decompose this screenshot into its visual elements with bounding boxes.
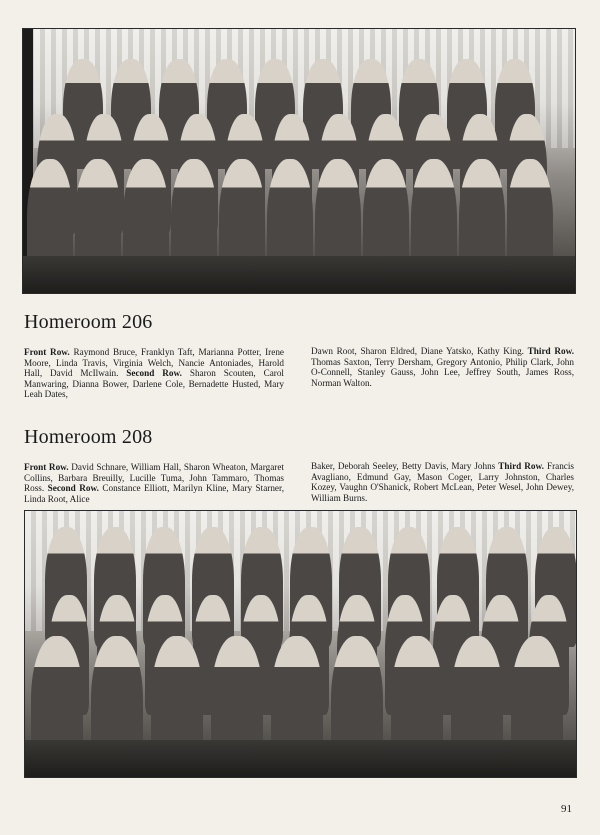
name-list: Dawn Root, Sharon Eldred, Diane Yatsko, Kathy King. bbox=[311, 346, 528, 356]
name-list: Constance Elliott, Marilyn Kline, Mary Starner, Linda Root, Alice bbox=[24, 483, 284, 504]
row-label: Second Row. bbox=[47, 483, 99, 494]
name-list: Thomas Saxton, Terry Dersham, Gregory Antonio, Philip Clark, John O-Connell, Stanley Gauss, John Lee, Jeffrey South, James Ross, Norman Walton. bbox=[311, 356, 574, 388]
floor bbox=[25, 740, 576, 777]
students-group bbox=[23, 29, 575, 293]
page-number: 91 bbox=[561, 803, 572, 815]
name-list: Raymond Bruce, Franklyn Taft, Marianna Potter, Irene Moore, Linda Travis, Virginia Welch, Nancie Antoniades, Harold Hall, David McIlwain. bbox=[24, 347, 284, 379]
section-title-206: Homeroom 206 bbox=[24, 311, 153, 333]
row-label: Second Row. bbox=[126, 368, 182, 379]
caption-208-col2 bbox=[311, 461, 574, 503]
row-label: Third Row. bbox=[498, 461, 544, 471]
name-list: Francis Avagliano, Edmund Gay, Mason Coger, Larry Johnston, Charles Kozey, Vaughn O'Shanick, Robert McLean, Peter Wesel, John Dewey, William Burns. bbox=[311, 461, 575, 503]
caption-208-col1 bbox=[24, 462, 284, 504]
homeroom-206-photo bbox=[22, 28, 576, 294]
floor bbox=[23, 256, 575, 293]
homeroom-208-photo bbox=[24, 510, 577, 778]
name-list: Baker, Deborah Seeley, Betty Davis, Mary Johns bbox=[311, 461, 499, 471]
row-label: Front Row. bbox=[24, 347, 70, 357]
row-label: Third Row. bbox=[527, 346, 575, 356]
caption-206-col1 bbox=[24, 347, 284, 400]
students-group bbox=[25, 511, 576, 777]
row-label: Front Row. bbox=[24, 462, 69, 472]
name-list: David Schnare, William Hall, Sharon Wheaton, Margaret Collins, Barbara Breuilly, Lucille Tuma, John Tammaro, Thomas Ross. bbox=[24, 462, 284, 494]
section-title-208: Homeroom 208 bbox=[24, 426, 153, 448]
name-list: Sharon Scouten, Carol Manwaring, Dianna Bower, Darlene Cole, Bernadette Husted, Mary Leah Dates, bbox=[24, 368, 284, 400]
caption-206-col2 bbox=[311, 346, 574, 388]
